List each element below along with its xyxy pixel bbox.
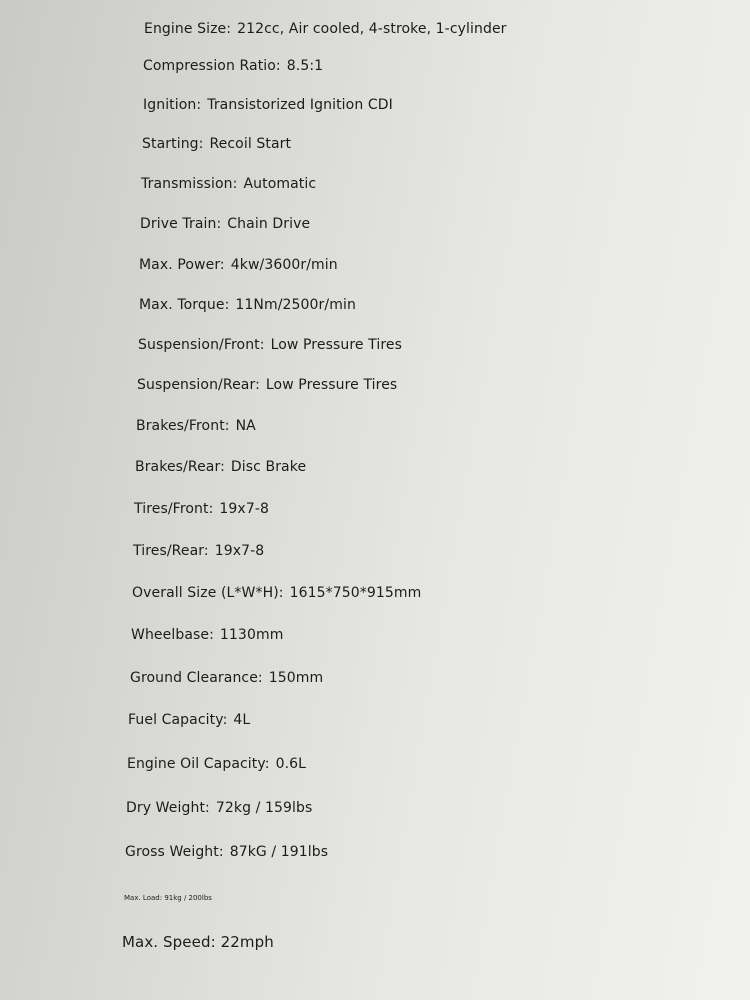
spec-brakes-front [136, 418, 256, 434]
spec-label: Ignition: [143, 97, 202, 113]
spec-tires-rear [133, 543, 264, 559]
spec-compression-ratio [143, 58, 323, 74]
spec-value: Low Pressure Tires [265, 377, 398, 393]
spec-label: Dry Weight: [126, 800, 210, 816]
spec-label: Gross Weight: [125, 844, 224, 860]
spec-value: 1615*750*915mm [289, 585, 422, 601]
spec-label: Compression Ratio: [143, 58, 281, 74]
spec-engine-oil-capacity [127, 756, 306, 772]
spec-transmission [141, 176, 316, 192]
spec-value: 1130mm [219, 627, 284, 643]
spec-value: 72kg / 159lbs [215, 800, 313, 816]
spec-value: 150mm [268, 670, 324, 686]
spec-value: 4kw/3600r/min [230, 257, 338, 273]
spec-value: 0.6L [275, 756, 307, 772]
spec-value: 19x7-8 [219, 501, 269, 517]
spec-value: Disc Brake [230, 459, 307, 475]
spec-label: Engine Size: [144, 21, 232, 37]
spec-label: Max. Speed: [122, 933, 216, 951]
spec-value: Chain Drive [227, 216, 311, 232]
spec-label: Tires/Front: [134, 501, 214, 517]
spec-max-power [139, 257, 338, 273]
spec-label: Ground Clearance: [130, 670, 263, 686]
spec-value: Transistorized Ignition CDI [207, 97, 393, 113]
spec-label: Brakes/Front: [136, 418, 230, 434]
spec-engine-size [144, 21, 507, 37]
spec-label: Wheelbase: [131, 627, 214, 643]
spec-value: 4L [233, 712, 251, 728]
spec-overall-size [132, 585, 421, 601]
spec-max-speed [122, 933, 274, 951]
spec-suspension-rear [137, 377, 397, 393]
spec-label: Transmission: [141, 176, 238, 192]
spec-starting [142, 136, 291, 152]
spec-label: Drive Train: [140, 216, 222, 232]
spec-gross-weight [125, 844, 328, 860]
spec-label: Suspension/Rear: [137, 377, 260, 393]
spec-max-torque [139, 297, 356, 313]
spec-value: Automatic [243, 176, 317, 192]
spec-label: Tires/Rear: [133, 543, 209, 559]
spec-tires-front [134, 501, 269, 517]
spec-value: 19x7-8 [214, 543, 265, 559]
spec-value: 91kg / 200lbs [164, 894, 212, 902]
spec-value: NA [235, 418, 256, 434]
spec-wheelbase [131, 627, 283, 643]
spec-drive-train [140, 216, 310, 232]
spec-label: Max. Power: [139, 257, 225, 273]
spec-label: Suspension/Front: [138, 337, 265, 353]
spec-value: 22mph [220, 933, 274, 951]
spec-ignition [143, 97, 393, 113]
spec-label: Starting: [142, 136, 204, 152]
spec-max-load [124, 894, 212, 902]
spec-value: 87kG / 191lbs [229, 844, 329, 860]
spec-value: Recoil Start [209, 136, 292, 152]
spec-dry-weight [126, 800, 312, 816]
spec-label: Fuel Capacity: [128, 712, 228, 728]
spec-value: 11Nm/2500r/min [235, 297, 356, 313]
spec-value: 8.5:1 [286, 58, 324, 74]
spec-label: Max. Torque: [139, 297, 230, 313]
spec-label: Max. Load: [124, 894, 163, 902]
spec-ground-clearance [130, 670, 323, 686]
spec-brakes-rear [135, 459, 306, 475]
spec-value: 212cc, Air cooled, 4-stroke, 1-cylinder [237, 21, 507, 37]
spec-label: Brakes/Rear: [135, 459, 225, 475]
spec-label: Overall Size (L*W*H): [132, 585, 284, 601]
spec-fuel-capacity [128, 712, 250, 728]
spec-suspension-front [138, 337, 402, 353]
spec-label: Engine Oil Capacity: [127, 756, 270, 772]
spec-value: Low Pressure Tires [270, 337, 403, 353]
